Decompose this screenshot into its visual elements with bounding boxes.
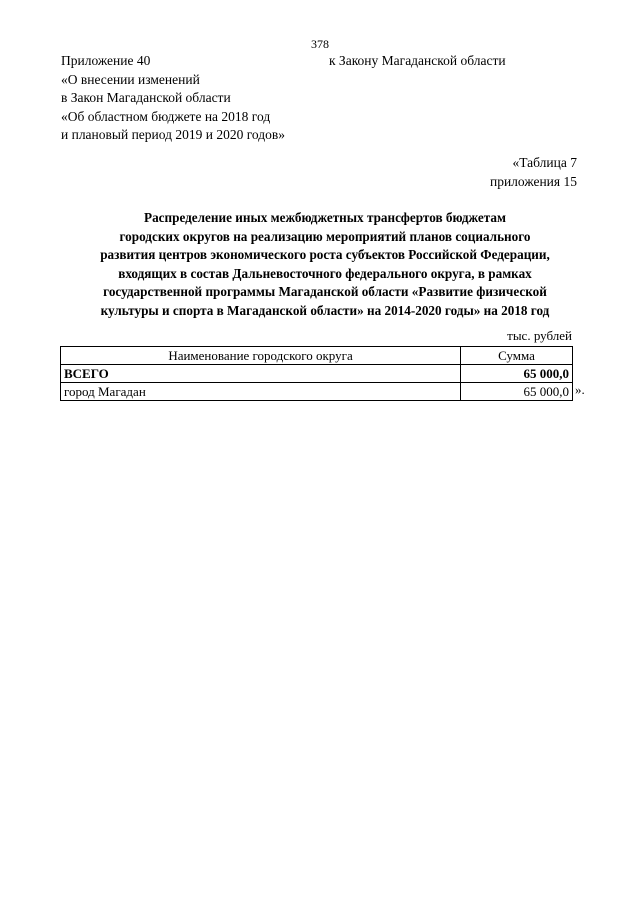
units-label: тыс. рублей [507,328,572,343]
header-district-name: Наименование городского округа [61,347,461,365]
row-name: город Магадан [61,383,461,401]
title-line: развития центров экономического роста субъектов Российской Федерации, [100,247,550,262]
document-title [55,209,595,320]
table-header-row [61,347,573,365]
transfer-table [60,346,573,401]
appendix-line: и плановый период 2019 и 2020 годов» [61,127,286,142]
table-reference-line: «Таблица 7 [512,155,577,170]
table-row [61,383,573,401]
page-number: 378 [311,37,329,51]
table-reference-line: приложения 15 [489,173,577,189]
table-row-total [61,365,573,383]
row-sum: 65 000,0 [461,365,573,383]
title-line: культуры и спорта в Магаданской области» на 2014-2020 годы» на 2018 год [100,302,550,318]
title-line: Распределение иных межбюджетных трансфертов бюджетам [144,210,506,225]
title-line: городских округов на реализацию мероприятий планов социального [119,228,531,244]
title-line: входящих в состав Дальневосточного федерального округа, в рамках [118,265,532,281]
row-name: ВСЕГО [61,365,461,383]
appendix-line: «Об областном бюджете на 2018 год [61,108,271,124]
appendix-heading [61,52,285,145]
closing-quote: ». [575,382,585,397]
title-line: государственной программы Магаданской области «Развитие физической [103,284,547,299]
law-reference: к Закону Магаданской области [329,53,506,68]
appendix-line: «О внесении изменений [61,71,200,87]
row-sum: 65 000,0 [461,383,573,401]
table-reference [490,154,577,191]
appendix-line: в Закон Магаданской области [61,90,231,105]
appendix-line: Приложение 40 [61,53,151,68]
header-sum: Сумма [461,347,573,365]
